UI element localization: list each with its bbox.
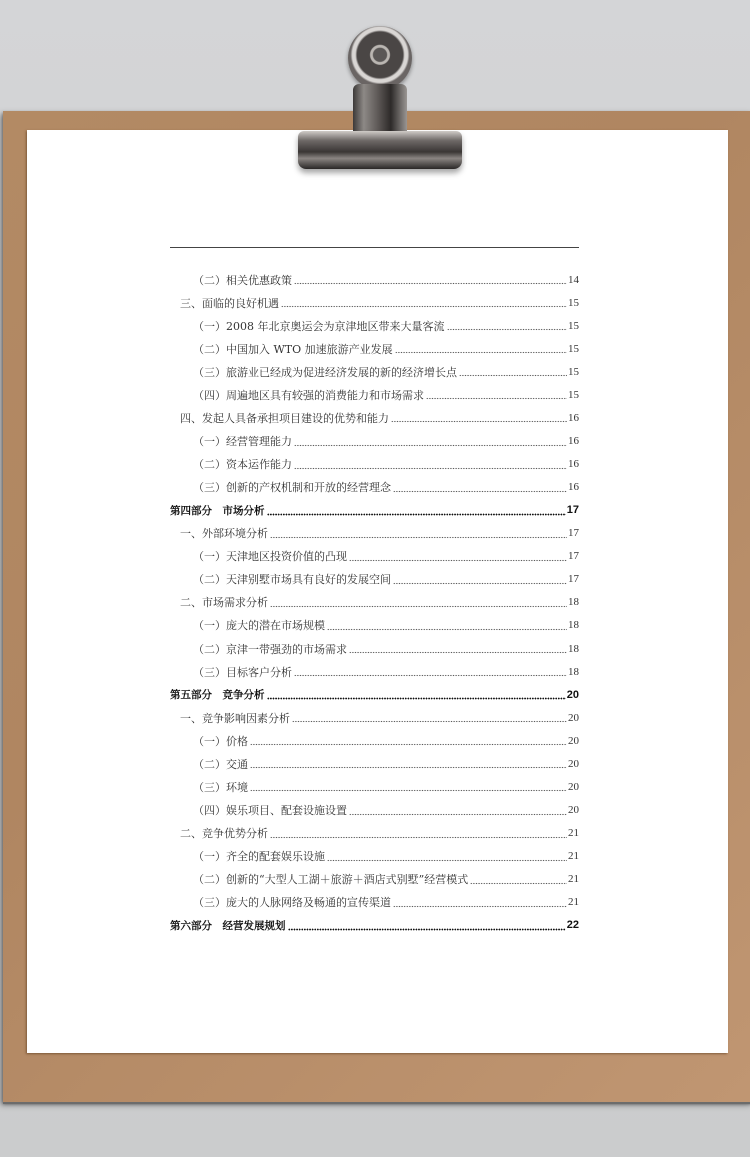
toc-entry-label: 一、外部环境分析 [180, 527, 268, 541]
toc-entry-label: （二）资本运作能力 [193, 458, 292, 472]
toc-entry-label: 二、市场需求分析 [180, 596, 268, 610]
toc-entry-page: 21 [568, 873, 579, 886]
clip-ring [348, 26, 412, 90]
toc-entry-label: （三）旅游业已经成为促进经济发展的新的经济增长点 [193, 365, 457, 379]
toc-entry-page: 18 [568, 642, 579, 655]
dot-leader [292, 712, 567, 723]
toc-entry-page: 20 [568, 734, 579, 747]
toc-entry-label: （二）创新的“大型人工湖＋旅游＋酒店式别墅”经营模式 [193, 873, 469, 887]
toc-entry[interactable] [170, 499, 579, 522]
dot-leader [267, 689, 566, 700]
toc-entry-page: 21 [568, 896, 579, 909]
dot-leader [281, 297, 567, 308]
dot-leader [395, 343, 567, 354]
toc-entry[interactable] [170, 637, 579, 660]
toc-entry-page: 20 [568, 803, 579, 816]
dot-leader [391, 412, 567, 423]
dot-leader [250, 758, 567, 769]
toc-entry[interactable] [170, 591, 579, 614]
dot-leader [294, 274, 567, 285]
dot-leader [349, 551, 567, 562]
toc-entry-page: 21 [568, 850, 579, 863]
toc-entry-page: 18 [568, 665, 579, 678]
clip-jaw [298, 131, 462, 169]
toc-entry-label: 第六部分 经营发展规划 [170, 919, 286, 932]
toc-entry-page: 15 [568, 388, 579, 401]
toc-entry-label: （二）交通 [193, 757, 248, 771]
toc-entry[interactable] [170, 429, 579, 452]
toc-entry-page: 18 [568, 596, 579, 609]
dot-leader [270, 528, 567, 539]
toc-entry-page: 15 [568, 342, 579, 355]
toc-entry-page: 14 [568, 273, 579, 286]
toc-entry-page: 20 [568, 780, 579, 793]
toc-entry[interactable] [170, 314, 579, 337]
toc-entry-page: 18 [568, 619, 579, 632]
toc-entry[interactable] [170, 545, 579, 568]
toc-entry-label: （三）创新的产权机制和开放的经营理念 [193, 481, 391, 495]
toc-entry-label: （二）相关优惠政策 [193, 273, 292, 287]
toc-entry-page: 17 [568, 527, 579, 540]
toc-entry-label: （二）京津一带强劲的市场需求 [193, 642, 347, 656]
toc-entry-page: 21 [568, 827, 579, 840]
toc-entry[interactable] [170, 683, 579, 706]
toc-entry[interactable] [170, 522, 579, 545]
toc-entry-label: 第五部分 竞争分析 [170, 689, 265, 702]
toc-entry[interactable] [170, 268, 579, 291]
toc-entry[interactable] [170, 775, 579, 798]
toc-entry[interactable] [170, 822, 579, 845]
dot-leader [294, 666, 567, 677]
toc-entry[interactable] [170, 752, 579, 775]
toc-entry[interactable] [170, 891, 579, 914]
toc-entry-label: （一）齐全的配套娱乐设施 [193, 850, 325, 864]
toc-entry-page: 17 [568, 573, 579, 586]
toc-entry[interactable] [170, 406, 579, 429]
toc-entry-label: （二）中国加入 WTO 加速旅游产业发展 [193, 342, 393, 356]
toc-entry-page: 15 [568, 319, 579, 332]
toc-entry-page: 16 [568, 411, 579, 424]
header-rule [170, 247, 579, 248]
dot-leader [267, 505, 566, 516]
toc-entry-page: 20 [566, 688, 579, 701]
dot-leader [294, 459, 567, 470]
dot-leader [270, 828, 567, 839]
toc-entry[interactable] [170, 614, 579, 637]
toc-entry-page: 17 [566, 504, 579, 517]
toc-entry-page: 17 [568, 550, 579, 563]
toc-entry-label: （三）目标客户分析 [193, 665, 292, 679]
toc-entry-page: 22 [566, 919, 579, 932]
toc-entry-page: 16 [568, 458, 579, 471]
toc-entry-label: （一）价格 [193, 734, 248, 748]
dot-leader [459, 366, 567, 377]
toc-entry[interactable] [170, 383, 579, 406]
toc-entry-page: 15 [568, 365, 579, 378]
dot-leader [393, 482, 567, 493]
toc-entry-label: 二、竞争优势分析 [180, 827, 268, 841]
toc-entry[interactable] [170, 660, 579, 683]
toc-entry-label: 三、面临的良好机遇 [180, 296, 279, 310]
dot-leader [270, 597, 567, 608]
toc-entry-label: （二）天津别墅市场具有良好的发展空间 [193, 573, 391, 587]
toc-entry[interactable] [170, 360, 579, 383]
toc-entry[interactable] [170, 337, 579, 360]
toc-entry[interactable] [170, 291, 579, 314]
toc-entry-page: 15 [568, 296, 579, 309]
toc-entry-label: 四、发起人具备承担项目建设的优势和能力 [180, 411, 389, 425]
toc-entry-label: （四）周遍地区具有较强的消费能力和市场需求 [193, 388, 424, 402]
dot-leader [250, 781, 567, 792]
toc-entry[interactable] [170, 568, 579, 591]
dot-leader [349, 643, 567, 654]
toc-entry[interactable] [170, 706, 579, 729]
dot-leader [470, 874, 567, 885]
toc-entry[interactable] [170, 868, 579, 891]
toc-entry[interactable] [170, 798, 579, 821]
dot-leader [294, 436, 567, 447]
binder-clip-icon [295, 26, 465, 171]
dot-leader [426, 389, 567, 400]
toc-entry-label: （三）庞大的人脉网络及畅通的宣传渠道 [193, 896, 391, 910]
toc-entry-label: （一）天津地区投资价值的凸现 [193, 550, 347, 564]
toc-entry-label: （三）环境 [193, 780, 248, 794]
toc-entry-page: 16 [568, 434, 579, 447]
toc-entry-page: 20 [568, 757, 579, 770]
toc-entry[interactable] [170, 914, 579, 937]
table-of-contents [170, 268, 579, 937]
dot-leader [250, 735, 567, 746]
toc-entry-label: （一）经营管理能力 [193, 434, 292, 448]
dot-leader [327, 620, 567, 631]
toc-entry[interactable] [170, 476, 579, 499]
toc-entry-label: 第四部分 市场分析 [170, 504, 265, 517]
toc-entry-label: （一）2008 年北京奥运会为京津地区带来大量客流 [193, 319, 445, 333]
toc-entry-label: （一）庞大的潜在市场规模 [193, 619, 325, 633]
dot-leader [393, 897, 567, 908]
dot-leader [447, 320, 568, 331]
toc-entry-label: 一、竞争影响因素分析 [180, 711, 290, 725]
dot-leader [327, 851, 567, 862]
toc-entry[interactable] [170, 845, 579, 868]
dot-leader [349, 805, 567, 816]
dot-leader [393, 574, 567, 585]
toc-entry[interactable] [170, 453, 579, 476]
toc-entry-label: （四）娱乐项目、配套设施设置 [193, 803, 347, 817]
toc-entry-page: 16 [568, 481, 579, 494]
toc-entry-page: 20 [568, 711, 579, 724]
toc-entry[interactable] [170, 729, 579, 752]
dot-leader [288, 920, 566, 931]
